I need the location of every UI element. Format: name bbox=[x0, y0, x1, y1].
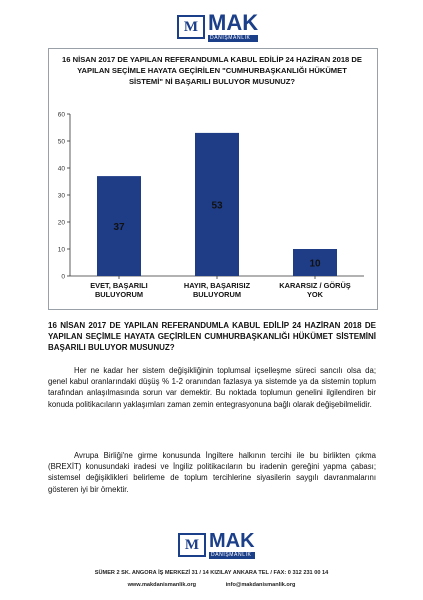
x-category-label: BULUYORUM bbox=[192, 290, 242, 299]
x-category-label: BULUYORUM bbox=[94, 290, 144, 299]
bar-chart bbox=[48, 48, 376, 308]
brand-name: MAK bbox=[209, 530, 255, 552]
brand-mark-icon: M bbox=[177, 15, 205, 39]
x-category-label: KARARSIZ / GÖRÜŞ bbox=[279, 281, 351, 290]
y-tick-label: 50 bbox=[57, 138, 65, 146]
y-tick-label: 20 bbox=[57, 219, 65, 227]
bar-value-label: 53 bbox=[211, 200, 223, 212]
x-category-label: HAYIR, BAŞARISIZ bbox=[183, 281, 251, 290]
chart-title: 16 NİSAN 2017 DE YAPILAN REFERANDUMLA KABUL EDİLİP 24 HAZİRAN 2018 DE YAPILAN SEÇİMLE HAYATA GEÇİRİLEN "CUMHURBAŞKANLIĞI HÜKÜMET SİSTEMİ" Nİ BAŞARILI BULUYOR MUSUNUZ? bbox=[62, 55, 362, 86]
survey-question: 16 NİSAN 2017 DE YAPILAN REFERANDUMLA KABUL EDİLİP 24 HAZİRAN 2018 DE YAPILAN SEÇİMLE HAYATA GEÇİRİLEN CUMHURBAŞKANLIĞI HÜKÜMET SİSTEMİNİ BAŞARILI BULUYOR MUSUNUZ? bbox=[48, 321, 376, 352]
brand-mark-icon: M bbox=[178, 533, 206, 557]
bar-value-label: 37 bbox=[113, 222, 125, 234]
y-tick-label: 0 bbox=[61, 273, 65, 281]
footer-email-link[interactable]: info@makdanismanlik.org bbox=[225, 582, 296, 588]
brand-tagline: DANIŞMANLIK bbox=[209, 552, 255, 559]
footer-contacts bbox=[0, 582, 423, 588]
x-category-label: EVET, BAŞARILI bbox=[90, 281, 148, 290]
brand-logo-bottom bbox=[178, 531, 255, 559]
y-tick-label: 40 bbox=[57, 165, 65, 173]
footer-website-link[interactable]: www.makdanismanlik.org bbox=[127, 582, 197, 588]
brand-tagline: DANIŞMANLIK bbox=[208, 35, 258, 42]
y-tick-label: 60 bbox=[57, 111, 65, 119]
bar-value-label: 10 bbox=[309, 258, 321, 270]
x-category-label: YOK bbox=[306, 290, 324, 299]
brand-logo-top bbox=[177, 12, 258, 42]
y-tick-label: 30 bbox=[57, 192, 65, 200]
brand-name: MAK bbox=[208, 10, 259, 35]
footer-address: SÜMER 2 SK. ANGORA İŞ MERKEZİ 31 / 14 KIZILAY ANKARA TEL / FAX: 0 312 231 00 14 bbox=[94, 570, 329, 576]
y-tick-label: 10 bbox=[57, 246, 65, 254]
body-paragraph-1: Her ne kadar her sistem değişikliğinin toplumsal içselleşme süreci sancılı olsa da; genel kabul oranlarındaki düşüş % 1-2 oranından fazlasya ya sistemde ya da sistemin toplum tarafından anlaşılmasında sorun var demektir. Bu noktada toplumun genelini ilgilendiren bir konuda politikacıların yaklaşımları zaman zemin entegrasyonuna bağlı olarak değişebilmelidir. bbox=[48, 366, 376, 409]
body-paragraph-2: Avrupa Birliği'ne girme konusunda İngiltere halkının tercihi ile bu birlikten çıkma (BREXİT) konusundaki iradesi ve İngiliz politikacıların bu iradenin gereğini yapma çabası; sistemsel değişiklikleri belirleme de toplum tercihlerine siyasilerin saygılı davranmalarını gösteren iyi bir örnektir. bbox=[48, 451, 376, 494]
